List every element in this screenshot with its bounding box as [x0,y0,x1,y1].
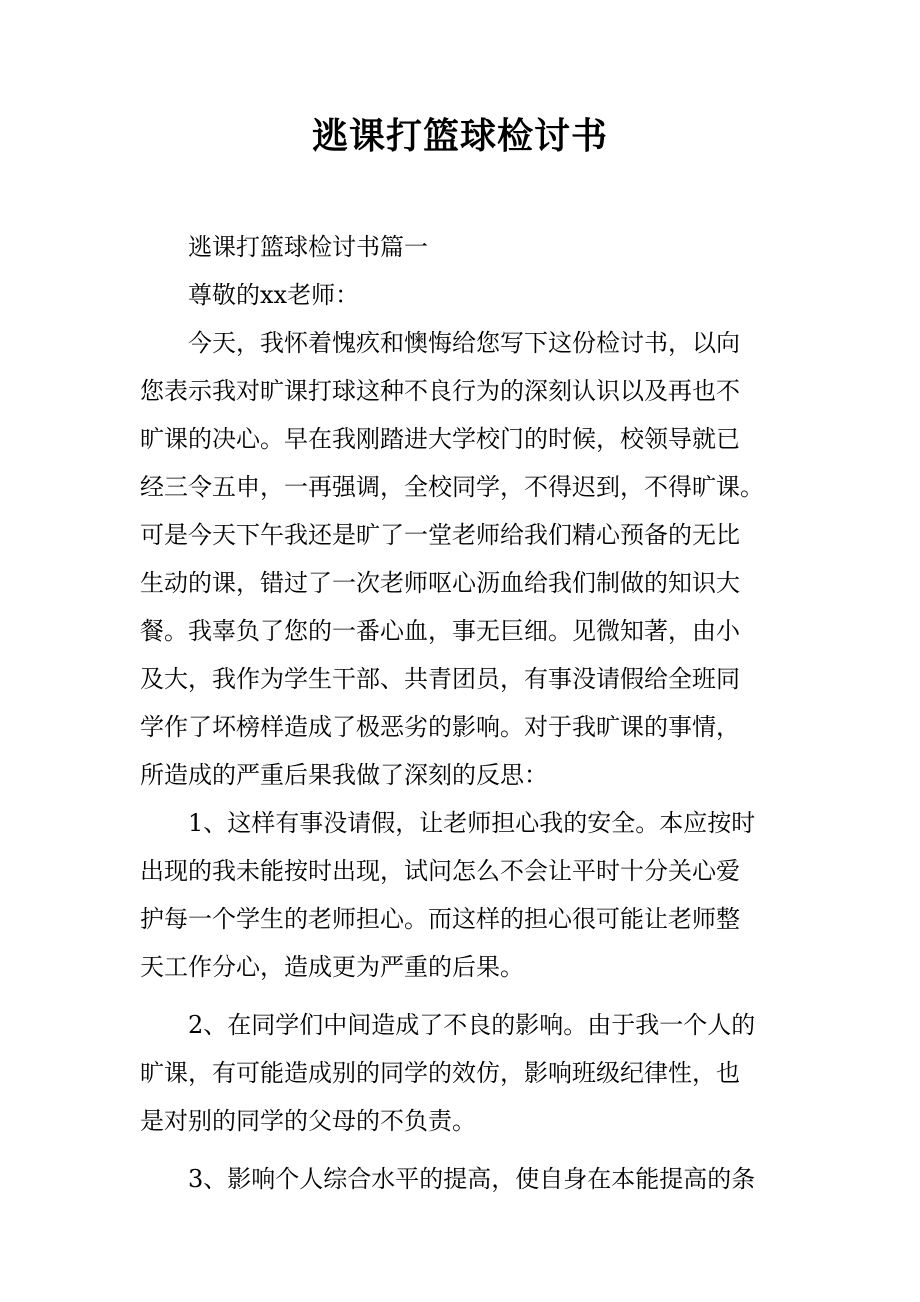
paragraph-line: 出现的我未能按时出现，试问怎么不会让平时十分关心爱 [140,857,740,885]
salutation: 尊敬的xx老师： [188,281,360,309]
section-subtitle: 逃课打篮球检讨书篇一 [188,233,428,261]
paragraph-gap [140,991,780,1001]
paragraph-line: 旷课的决心。早在我刚踏进大学校门的时候，校领导就已 [140,425,740,453]
paragraph-line: 今天，我怀着愧疚和懊悔给您写下这份检讨书，以向 [188,329,740,357]
paragraph-line: 餐。我辜负了您的一番心血，事无巨细。见微知著，由小 [140,617,740,645]
paragraph-line: 您表示我对旷课打球这种不良行为的深刻认识以及再也不 [140,377,740,405]
paragraph-line: 可是今天下午我还是旷了一堂老师给我们精心预备的无比 [140,521,740,549]
paragraph-gap [140,1145,780,1155]
paragraph-line: 学作了坏榜样造成了极恶劣的影响。对于我旷课的事情， [140,713,740,741]
paragraph-line: 及大，我作为学生干部、共青团员，有事没请假给全班同 [140,665,740,693]
paragraph-intro [140,319,780,799]
paragraph-line: 生动的课，错过了一次老师呕心沥血给我们制做的知识大 [140,569,740,597]
paragraph-line: 天工作分心，造成更为严重的后果。 [140,953,524,981]
paragraph-line: 护每一个学生的老师担心。而这样的担心很可能让老师整 [140,905,740,933]
paragraph-line: 3、影响个人综合水平的提高，使自身在本能提高的条 [188,1165,756,1193]
document-title: 逃课打篮球检讨书 [311,115,608,157]
paragraph-line: 1、这样有事没请假，让老师担心我的安全。本应按时 [188,809,756,837]
paragraph-point-1 [140,799,780,991]
paragraph-line: 经三令五申，一再强调，全校同学，不得迟到，不得旷课。 [140,473,764,501]
document-body [140,223,780,1203]
paragraph-line: 旷课，有可能造成别的同学的效仿，影响班级纪律性，也 [140,1059,740,1087]
paragraph-line: 是对别的同学的父母的不负责。 [140,1107,476,1135]
paragraph-point-3 [140,1155,780,1203]
paragraph-point-2 [140,1001,780,1145]
paragraph-line: 2、在同学们中间造成了不良的影响。由于我一个人的 [188,1011,756,1039]
paragraph-line: 所造成的严重后果我做了深刻的反思： [140,761,548,789]
